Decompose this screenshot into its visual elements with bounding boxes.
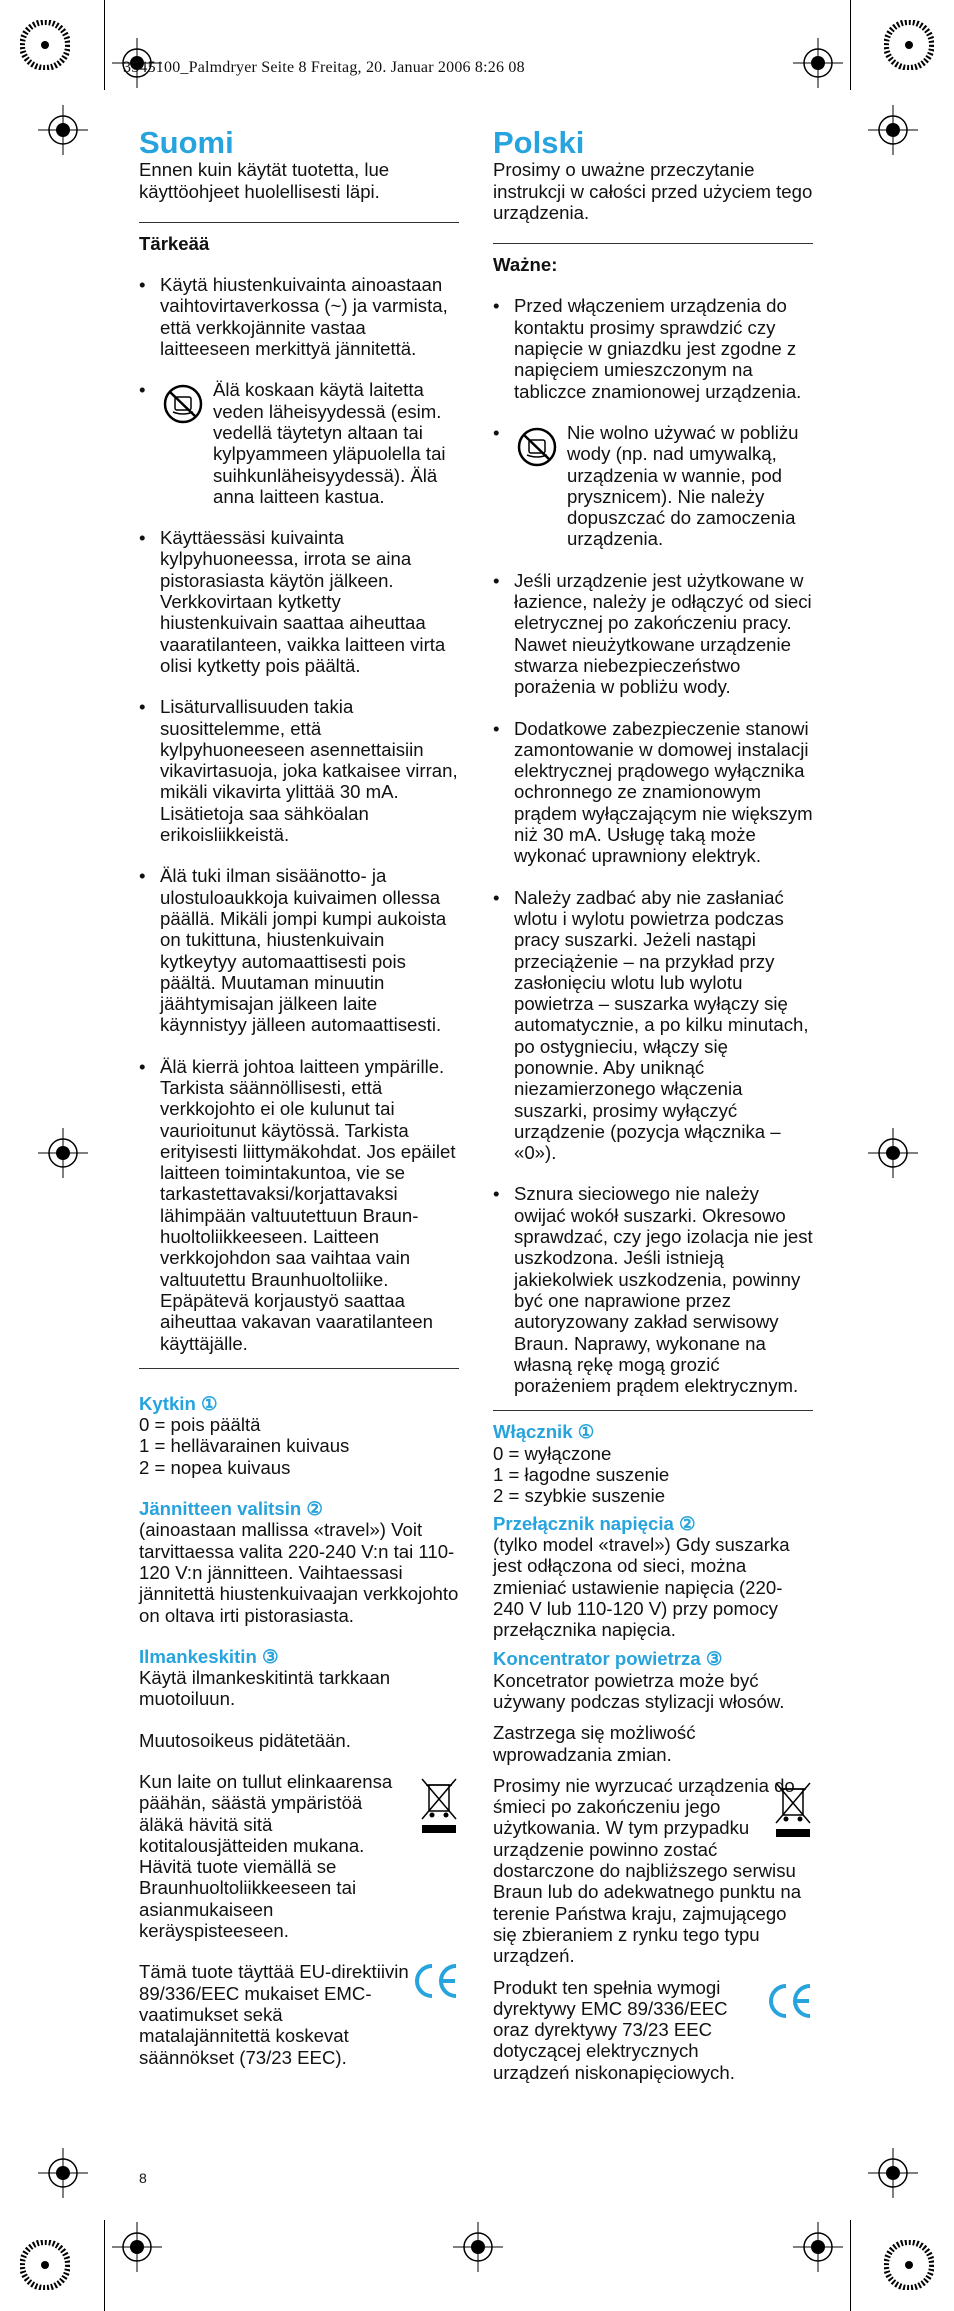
registration-mark-icon: [868, 105, 918, 155]
switch-setting: 2 = szybkie suszenie: [493, 1485, 666, 1507]
intro-text: Prosimy o uważne przeczytanie instrukcji w całości przed użyciem tego urządzenia.: [493, 159, 813, 223]
warning-item: • Älä koskaan käytä laitetta veden läheisyydessä (esim. vedellä täytetyn altaan tai kylpyammeen yläpuolella tai suihkunläheisyydessä). Älä anna laitteen kastua.: [139, 379, 446, 507]
switch-setting: 2 = nopea kuivaus: [139, 1456, 291, 1478]
warning-item: • Jeśli urządzenie jest użytkowane w łazience, należy je odłączyć od sieci eletrycznej po zakończeniu pracy. Nawet nieużytkowane urządzenie stwarza niebezpieczeństwo porażenia w pobliżu wody.: [493, 569, 812, 698]
switch-heading: Włącznik ①: [493, 1421, 595, 1443]
warning-item: • Älä tuki ilman sisäänotto- ja ulostuloaukkoja kuivaimen ollessa päällä. Mikäli jompi kumpi aukoista on tukittuna, hiustenkuivain kytkeytyy automaattisesti pois päältä. Muutaman minuutin jäähtymisajan jälkeen laite käynnistyy jälleen automaattisesti.: [139, 865, 447, 1036]
reserve-text: Zastrzega się możliwość wprowadzania zmian.: [493, 1722, 696, 1765]
switch-heading: Kytkin ①: [139, 1392, 218, 1414]
divider: [493, 243, 813, 244]
disposal-text: Kun laite on tullut elinkaarensa päähän, säästä ympäristöä äläkä hävitä sitä kotitalousjätteiden mukana. Hävitä tuote viemällä se Braunhuoltoliikkeeseen tai asianmukaiseen keräyspisteeseen.: [139, 1771, 393, 1942]
registration-mark-icon: [112, 2222, 162, 2272]
crop-line: [104, 2220, 105, 2311]
switch-setting: 0 = pois päältä: [139, 1414, 261, 1436]
warning-item: • Käytä hiustenkuivainta ainoastaan vaihtovirtaverkossa (~) ja varmista, että verkkojännite vastaa laitteeseen merkittyä jännitettä.: [139, 274, 448, 360]
ce-block: [493, 1977, 813, 2083]
finnish-column: [139, 125, 459, 2088]
voltage-text: (tylko model «travel») Gdy suszarka jest odłączona od sieci, można zmieniać ustawienie napięcia (220-240 V lub 110-120 V) przy pomocy przełącznika napięcia.: [493, 1533, 790, 1641]
warning-item: • Älä kierrä johtoa laitteen ympärille. Tarkista säännöllisesti, että verkkojohto ei ole kulunut tai vaurioitunut käytössä. Tarkista erityisesti liittymäkohdat. Jos epäilet laitteen toimintakuntoa, vie se tarkastettavaksi/korjattavaksi lähimpään valtuutettuun Braun-huoltoliikkeeseen. Laitteen verkkojohdon saa vaihtaa vain valtuutettu Braunhuoltoliike. Epäpätevä korjaustyö saattaa aiheuttaa vakavan vaaratilanteen käyttäjälle.: [139, 1055, 456, 1354]
warning-item: • Nie wolno używać w pobliżu wody (np. nad umywalką, urządzenia w wannie, pod prysznicem). Nie należy dopuszczać do zamoczenia urządzenia.: [493, 421, 799, 550]
warning-item: • Lisäturvallisuuden takia suosittelemme, että kylpyhuoneeseen asennettaisiin vikavirtasuoja, joka katkaisee virran, mikäli vikavirta ylittää 30 mA. Lisätietoja saa sähköalan erikoisliikkeistä.: [139, 696, 458, 846]
registration-mark-icon: [793, 38, 843, 88]
section-title: Polski: [493, 125, 585, 160]
registration-starburst-icon: [20, 20, 70, 70]
warning-item: • Przed włączeniem urządzenia do kontaktu prosimy sprawdzić czy napięcie w gniazdku jest zgodne z napięciem umieszczonym na tabliczce znamionowej urządzenia.: [493, 295, 802, 402]
registration-starburst-icon: [884, 2240, 934, 2290]
registration-mark-icon: [793, 2222, 843, 2272]
divider: [139, 222, 459, 223]
crop-line: [850, 0, 851, 90]
crop-line: [104, 0, 105, 90]
voltage-text: (ainoastaan mallissa «travel») Voit tarvittaessa valita 220-240 V:n tai 110-120 V:n jännitteen. Vaihtaessasi jännitettä hiustenkuivaajan verkkojohto on oltava irti pistorasiasta.: [139, 1519, 459, 1626]
crop-line: [850, 2220, 851, 2311]
registration-starburst-icon: [20, 2240, 70, 2290]
polish-column: [493, 125, 813, 2103]
registration-mark-icon: [38, 105, 88, 155]
voltage-heading: Jännitteen valitsin ②: [139, 1498, 324, 1520]
warning-item: • Sznura sieciowego nie należy owijać wokół suszarki. Okresowo sprawdzać, czy jego izolacja nie jest uszkodzona. Jeśli istnieją jakiekolwiek uszkodzenia, powinny być one naprawione przez autoryzowany zakład serwisowy Braun. Naprawy, wykonane na własną rękę mogą grozić porażeniem prądem elektrycznym.: [493, 1183, 813, 1397]
print-header: 3545100_Palmdryer Seite 8 Freitag, 20. Januar 2006 8:26 08: [123, 59, 525, 76]
divider: [493, 1410, 813, 1411]
ce-text: Produkt ten spełnia wymogi dyrektywy EMC 89/336/EEC oraz dyrektywy 73/23 EEC dotyczącej elektrycznych urządzeń niskonapięciowych.: [493, 1976, 735, 2083]
crossed-out-bin-icon: [419, 1775, 459, 1837]
no-water-warning-icon: [162, 383, 204, 425]
ce-mark-icon: [765, 1981, 813, 2021]
ce-block: [139, 1961, 459, 2067]
intro-text: Ennen kuin käytät tuotetta, lue käyttöohjeet huolellisesti läpi.: [139, 159, 390, 202]
concentrator-heading: Ilmankeskitin ③: [139, 1645, 279, 1667]
concentrator-text: Koncetrator powietrza może być używany podczas stylizacji włosów.: [493, 1669, 785, 1712]
no-water-warning-icon: [516, 426, 558, 468]
registration-mark-icon: [38, 2148, 88, 2198]
warning-item: • Dodatkowe zabezpieczenie stanowi zamontowanie w domowej instalacji elektrycznej prądowego wyłącznika ochronnego ze znamionowym prądem wyłączającym nie większym niż 30 mA. Usługę taką może wykonać uprawniony elektryk.: [493, 717, 813, 867]
registration-mark-icon: [868, 2148, 918, 2198]
reserve-text: Muutosoikeus pidätetään.: [139, 1729, 351, 1751]
ce-text: Tämä tuote täyttää EU-direktiivin 89/336/EEC mukaiset EMC-vaatimukset sekä matalajännitettä koskevat säännökset (73/23 EEC).: [139, 1961, 409, 2068]
warning-item: • Käyttäessäsi kuivainta kylpyhuoneessa, irrota se aina pistorasiasta käytön jälkeen. Verkkovirtaan kytketty hiustenkuivain saattaa aiheuttaa vaaratilanteen, vaikka laitteen virta olisi kytketty pois päältä.: [139, 527, 446, 676]
concentrator-heading: Koncentrator powietrza ③: [493, 1648, 723, 1670]
disposal-block: [493, 1775, 813, 1967]
registration-mark-icon: [453, 2222, 503, 2272]
voltage-heading: Przełącznik napięcia ②: [493, 1512, 696, 1534]
switch-setting: 1 = łagodne suszenie: [493, 1464, 670, 1486]
registration-starburst-icon: [884, 20, 934, 70]
crossed-out-bin-icon: [773, 1779, 813, 1841]
section-title: Suomi: [139, 125, 234, 160]
divider: [139, 1368, 459, 1369]
important-label: Ważne:: [493, 254, 558, 276]
registration-mark-icon: [868, 1128, 918, 1178]
switch-setting: 1 = hellävarainen kuivaus: [139, 1435, 350, 1457]
warning-item: • Należy zadbać aby nie zasłaniać wlotu i wylotu powietrza podczas pracy suszarki. Jeżeli nastąpi przeciążenie – na przykład przy zasłonięciu wlotu lub wylotu powietrza – suszarka wyłączy się automatycznie, a po kilku minutach, po ostygnieciu, włączy się ponownie. Aby uniknąć niezamierzonego włączenia suszarki, prosimy wyłączyć urządzenie (pozycja włącznika – «0»).: [493, 886, 809, 1164]
registration-mark-icon: [38, 1128, 88, 1178]
important-label: Tärkeää: [139, 232, 210, 254]
switch-setting: 0 = wyłączone: [493, 1442, 612, 1464]
page-number: 8: [139, 2170, 147, 2186]
concentrator-text: Käytä ilmankeskitintä tarkkaan muotoiluun.: [139, 1667, 391, 1710]
ce-mark-icon: [411, 1961, 459, 2001]
disposal-block: [139, 1771, 459, 1941]
disposal-text: Prosimy nie wyrzucać urządzenia do śmieci po zakończeniu jego użytkowania. W tym przypadku urządzenie powinno zostać dostarczone do najbliższego serwisu Braun lub do adekwatnego punktu na terenie Państwa kraju, zajmującego się zbieraniem z rynku tego typu urządzeń.: [493, 1774, 802, 1967]
